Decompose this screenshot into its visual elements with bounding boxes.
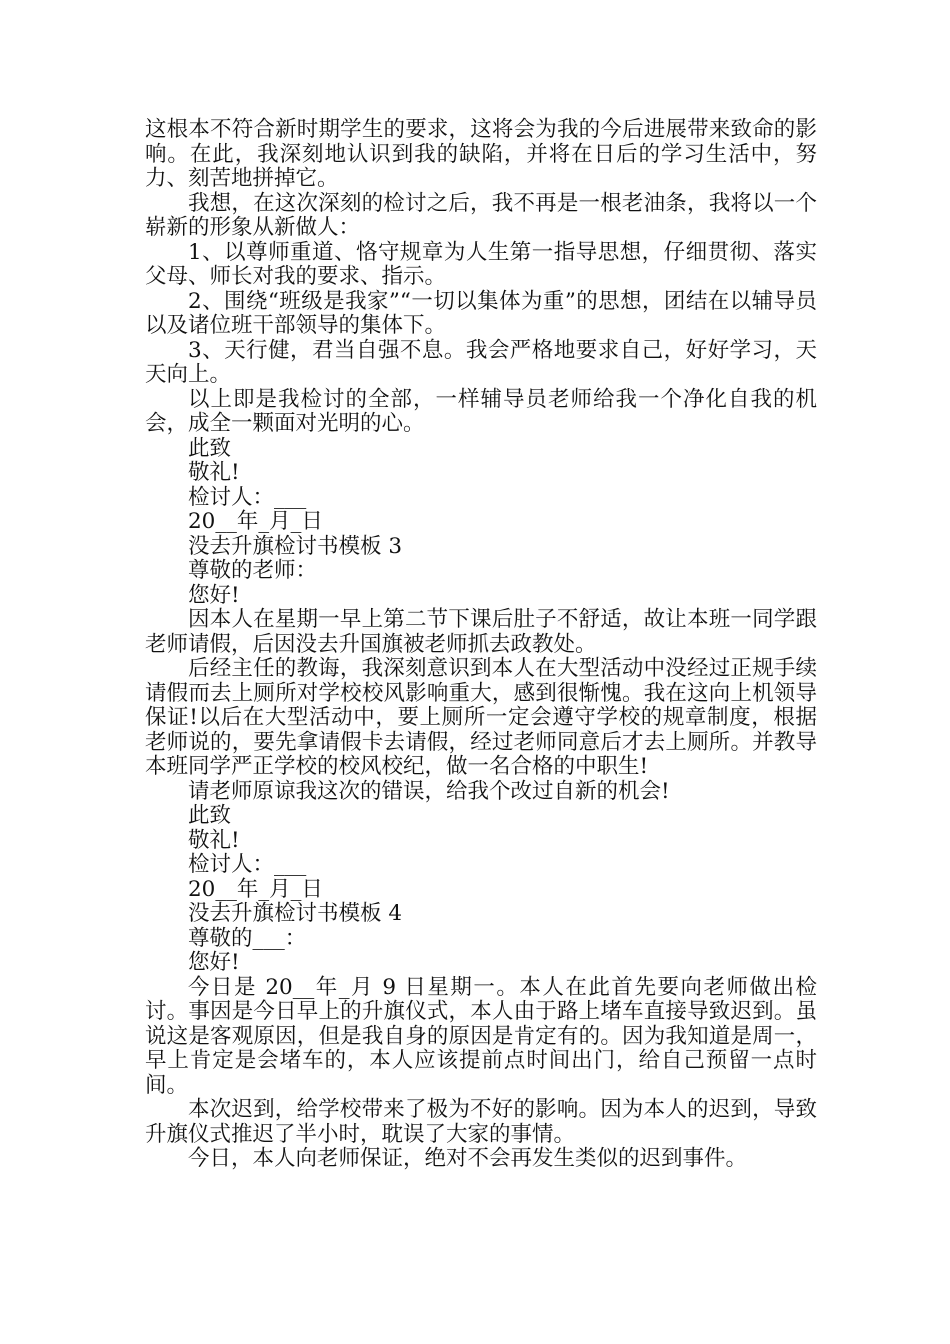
paragraph: 我想，在这次深刻的检讨之后，我不再是一根老油条，我将以一个崭新的形象从新做人： [145, 190, 817, 240]
paragraph: 本次迟到，给学校带来了极为不好的影响。因为本人的迟到，导致升旗仪式推迟了半小时，耽误了大家的事情。 [145, 1097, 817, 1147]
paragraph: 这根本不符合新时期学生的要求，这将会为我的今后进展带来致命的影响。在此，我深刻地认识到我的缺陷，并将在日后的学习生活中，努力、刻苦地拼掉它。 [145, 117, 817, 191]
list-item: 3、天行健，君当自强不息。我会严格地要求自己，好好学习，天天向上。 [145, 337, 817, 387]
greeting: 您好! [188, 950, 240, 975]
paragraph: 以上即是我检讨的全部，一样辅导员老师给我一个净化自我的机会，成全一颗面对光明的心。 [145, 386, 817, 436]
closing-salutation: 此致 [188, 435, 232, 461]
closing-respect: 敬礼! [188, 460, 240, 485]
list-item: 1、以尊师重道、恪守规章为人生第一指导思想，仔细贯彻、落实父母、师长对我的要求、指示。 [145, 239, 817, 289]
section-title: 没去升旗检讨书模板 4 [188, 901, 403, 926]
list-item: 2、围绕“班级是我家”“一切以集体为重”的思想，团结在以辅导员以及诸位班干部领导的集体下。 [145, 288, 817, 338]
section-title: 没去升旗检讨书模板 3 [188, 533, 403, 559]
paragraph: 后经主任的教诲，我深刻意识到本人在大型活动中没经过正规手续请假而去上厕所对学校校风影响重大，感到很惭愧。我在这向上机领导保证!以后在大型活动中，要上厕所一定会遵守学校的规章制度，根据老师说的，要先拿请假卡去请假，经过老师同意后才去上厕所。并教导本班同学严正学校的校风校纪，做一名合格的中职生! [145, 656, 817, 779]
paragraph: 因本人在星期一早上第二节下课后肚子不舒适，故让本班一同学跟老师请假，后因没去升国旗被老师抓去政教处。 [145, 607, 817, 657]
greeting: 尊敬的老师： [188, 558, 318, 583]
date-line: 20__年_月_日 [188, 509, 323, 534]
greeting: 您好! [188, 582, 240, 608]
closing-salutation: 此致 [188, 803, 232, 828]
paragraph: 今日，本人向老师保证，绝对不会再发生类似的迟到事件。 [188, 1146, 748, 1171]
paragraph: 请老师原谅我这次的错误，给我个改过自新的机会! [188, 778, 670, 804]
signature-line: 检讨人：___ [188, 484, 307, 510]
signature-line: 检讨人：___ [188, 852, 307, 877]
closing-respect: 敬礼! [188, 827, 240, 853]
date-line: 20__年_月_日 [188, 876, 323, 902]
document-body [145, 118, 817, 1172]
greeting: 尊敬的___： [188, 925, 307, 951]
paragraph: 今日是 20__年_月 9 日星期一。本人在此首先要向老师做出检讨。事因是今日早上的升旗仪式，本人由于路上堵车直接导致迟到。虽说这是客观原因，但是我自身的原因是肯定有的。因为我知道是周一，早上肯定是会堵车的，本人应该提前点时间出门，给自己预留一点时间。 [145, 974, 817, 1098]
